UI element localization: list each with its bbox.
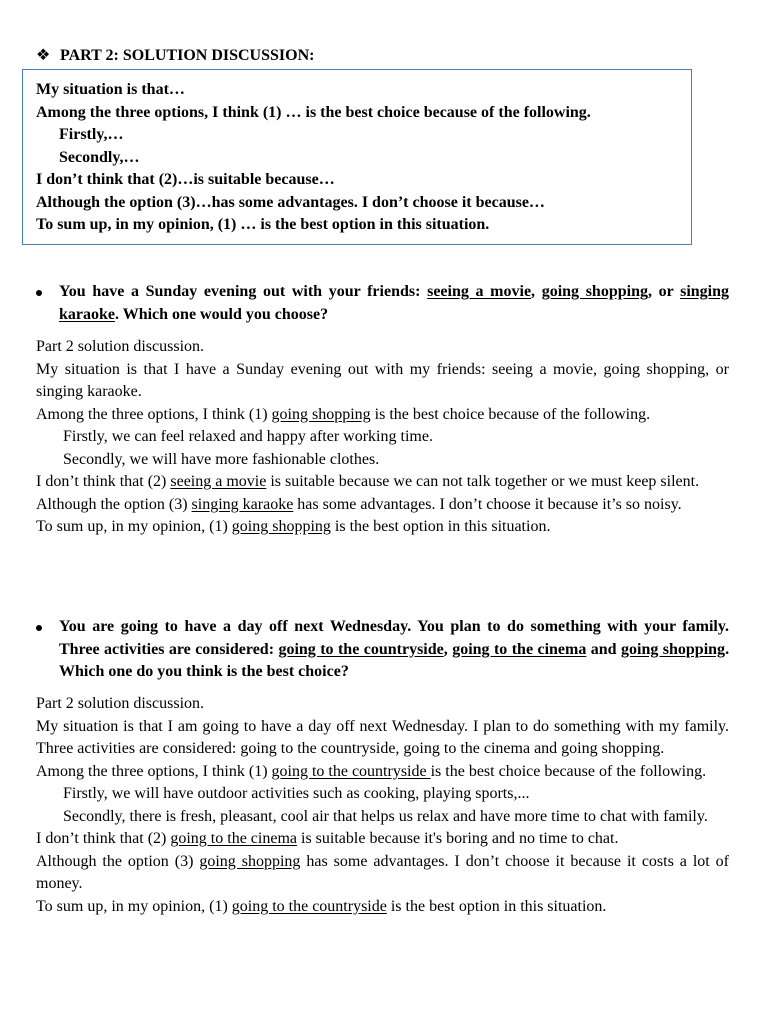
answer-reject: I don’t think that (2) going to the cinema is suitable because it's boring and no time to chat. — [36, 830, 619, 847]
question-1-prompt — [36, 281, 729, 326]
answer-summary: To sum up, in my opinion, (1) going to the countryside is the best option in this situation. — [36, 897, 607, 915]
bullet-dot-icon — [36, 625, 42, 631]
template-box — [22, 69, 692, 245]
diamond-bullet-icon: ❖ — [36, 47, 51, 64]
answer-1 — [36, 336, 729, 539]
question-1-text — [59, 281, 729, 326]
answer-situation: My situation is that I am going to have a day off next Wednesday. I plan to do something with my family. Three activities are considered: going to the countryside, going to the cinema and going shopping. — [36, 717, 729, 757]
answer-2 — [36, 693, 729, 918]
question-2-prompt — [36, 616, 729, 684]
answer-title: Part 2 solution discussion. — [36, 695, 205, 712]
template-line: To sum up, in my opinion, (1) … is the best option in this situation. — [36, 216, 490, 233]
option-underlined: going shopping — [621, 640, 726, 658]
section-heading — [36, 45, 314, 67]
option-underlined: going to the countryside — [278, 640, 444, 658]
prompt-text: . Which one would you choose? — [115, 305, 329, 323]
answer-firstly: Firstly, we can feel relaxed and happy after working time. — [63, 428, 433, 445]
option-underlined: going shopping — [541, 283, 648, 300]
template-line: Although the option (3)…has some advantages. I don’t choose it because… — [36, 193, 545, 211]
template-line: My situation is that… — [36, 81, 185, 98]
answer-summary: To sum up, in my opinion, (1) going shopping is the best option in this situation. — [36, 518, 551, 535]
answer-choice: Among the three options, I think (1) going to the countryside is the best choice because of the following. — [36, 762, 707, 780]
prompt-text: , — [443, 640, 453, 658]
answer-reject: I don’t think that (2) seeing a movie is suitable because we can not talk together or we must keep silent. — [36, 473, 700, 490]
template-line: Firstly,… — [59, 126, 124, 143]
prompt-text: You are going to have a day off next Wednesday. You plan to do something with your family. Three activities are considered: — [59, 618, 729, 658]
template-line: Secondly,… — [59, 148, 140, 166]
answer-secondly: Secondly, we will have more fashionable clothes. — [63, 450, 380, 468]
template-line: Among the three options, I think (1) … is the best choice because of the following. — [36, 103, 591, 121]
option-underlined: going to the cinema — [452, 640, 587, 658]
answer-title: Part 2 solution discussion. — [36, 338, 205, 355]
answer-although: Although the option (3) going shopping has some advantages. I don’t choose it because it costs a lot of money. — [36, 852, 729, 892]
option-underlined: seeing a movie — [427, 283, 532, 300]
prompt-text: and — [586, 640, 622, 658]
prompt-text: , or — [647, 283, 681, 300]
template-line: I don’t think that (2)…is suitable because… — [36, 171, 335, 188]
prompt-text: . Which one do you think is the best choice? — [59, 640, 730, 680]
question-2-text — [59, 616, 729, 684]
answer-firstly: Firstly, we will have outdoor activities such as cooking, playing sports,... — [63, 785, 530, 802]
answer-situation: My situation is that I have a Sunday evening out with my friends: seeing a movie, going shopping, or singing karaoke. — [36, 360, 729, 400]
answer-secondly: Secondly, there is fresh, pleasant, cool air that helps us relax and have more time to chat with family. — [63, 807, 708, 825]
prompt-text: You have a Sunday evening out with your friends: — [59, 283, 428, 300]
prompt-text: , — [531, 283, 542, 300]
answer-choice: Among the three options, I think (1) going shopping is the best choice because of the following. — [36, 405, 651, 423]
bullet-dot-icon — [36, 290, 42, 296]
option-underlined: singing karaoke — [59, 283, 730, 323]
section-title: PART 2: SOLUTION DISCUSSION: — [60, 47, 315, 64]
answer-although: Although the option (3) singing karaoke has some advantages. I don’t choose it because it’s so noisy. — [36, 495, 682, 513]
